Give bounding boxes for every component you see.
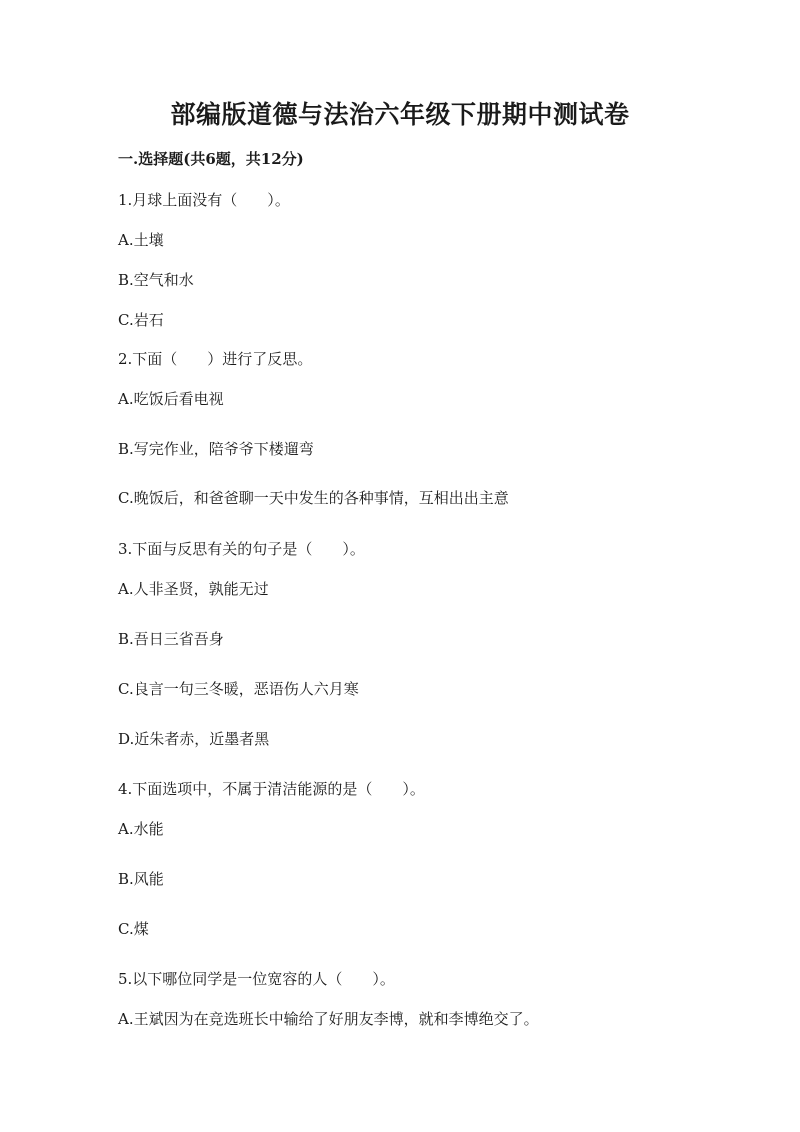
question-3-option-d: D.近朱者赤，近墨者黑 [118, 730, 270, 748]
question-1-stem: 1.月球上面没有（ ）。 [118, 191, 290, 209]
question-3-option-a: A.人非圣贤，孰能无过 [118, 580, 269, 598]
question-4-option-c: C.煤 [118, 920, 149, 938]
question-4-option-b: B.风能 [118, 870, 164, 888]
question-2-option-a: A.吃饭后看电视 [118, 390, 224, 408]
question-5-stem: 5.以下哪位同学是一位宽容的人（ ）。 [118, 970, 395, 988]
question-2-option-c: C.晚饭后，和爸爸聊一天中发生的各种事情，互相出出主意 [118, 489, 509, 507]
question-2-option-b: B.写完作业，陪爷爷下楼遛弯 [118, 440, 314, 458]
question-1-option-a: A.土壤 [118, 231, 164, 249]
question-4-option-a: A.水能 [118, 820, 164, 838]
question-5-option-a: A.王斌因为在竞选班长中输给了好朋友李博，就和李博绝交了。 [118, 1010, 539, 1028]
question-1-option-b: B.空气和水 [118, 271, 194, 289]
question-3-option-b: B.吾日三省吾身 [118, 630, 224, 648]
question-2-stem: 2.下面（ ）进行了反思。 [118, 350, 313, 368]
page-title: 部编版道德与法治六年级下册期中测试卷 [170, 100, 630, 129]
question-4-stem: 4.下面选项中，不属于清洁能源的是（ ）。 [118, 780, 425, 798]
question-3-stem: 3.下面与反思有关的句子是（ ）。 [118, 540, 365, 558]
section-heading: 一.选择题(共6题，共12分) [118, 150, 304, 168]
question-3-option-c: C.良言一句三冬暖，恶语伤人六月寒 [118, 680, 359, 698]
question-1-option-c: C.岩石 [118, 311, 164, 329]
